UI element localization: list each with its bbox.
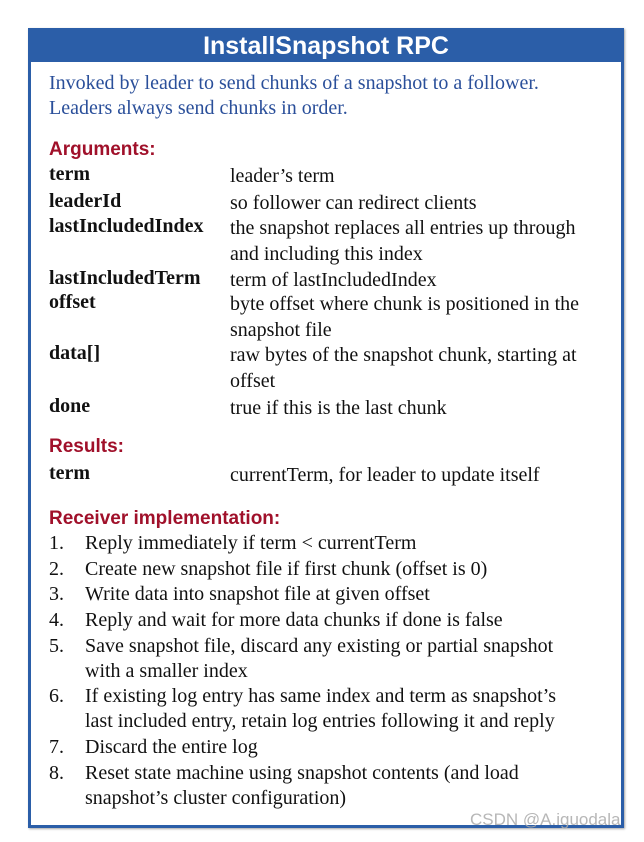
step-number: 5.	[49, 635, 64, 657]
desc-line: term of lastIncludedIndex	[230, 269, 437, 291]
step-line: Create new snapshot file if first chunk (offset is 0)	[85, 558, 488, 580]
step-line: Reply and wait for more data chunks if done is false	[85, 609, 503, 631]
argument-desc	[230, 267, 620, 293]
argument-name: leaderId	[49, 190, 122, 212]
argument-name: data[]	[49, 342, 101, 364]
desc-line: raw bytes of the snapshot chunk, starting at	[230, 344, 577, 366]
step-text	[85, 761, 615, 811]
argument-name: term	[49, 163, 91, 185]
desc-line: true if this is the last chunk	[230, 397, 447, 419]
step-line: snapshot’s cluster configuration)	[85, 787, 347, 809]
step-text	[85, 582, 615, 607]
argument-desc	[230, 163, 620, 189]
intro-line: Invoked by leader to send chunks of a snapshot to a follower.	[49, 72, 539, 94]
step-text	[85, 531, 615, 556]
desc-line: so follower can redirect clients	[230, 192, 477, 214]
argument-name: lastIncludedIndex	[49, 215, 204, 237]
step-text	[85, 608, 615, 633]
desc-line: byte offset where chunk is positioned in the	[230, 293, 580, 315]
step-line: with a smaller index	[85, 660, 248, 682]
card-title: InstallSnapshot RPC	[28, 28, 624, 62]
step-line: Discard the entire log	[85, 736, 258, 758]
desc-line: leader’s term	[230, 165, 335, 187]
step-number: 2.	[49, 558, 64, 580]
argument-desc	[230, 395, 620, 421]
result-desc	[230, 462, 620, 488]
step-number: 4.	[49, 609, 64, 631]
step-line: If existing log entry has same index and term as snapshot’s	[85, 685, 557, 707]
desc-line: the snapshot replaces all entries up through	[230, 217, 576, 239]
results-heading: Results:	[49, 436, 124, 457]
step-line: Save snapshot file, discard any existing or partial snapshot	[85, 635, 554, 657]
intro-line: Leaders always send chunks in order.	[49, 97, 348, 119]
receiver-heading: Receiver implementation:	[49, 508, 281, 529]
step-number: 7.	[49, 736, 64, 758]
step-line: Write data into snapshot file at given offset	[85, 583, 430, 605]
arguments-heading: Arguments:	[49, 139, 156, 160]
step-number: 3.	[49, 583, 64, 605]
desc-line: currentTerm, for leader to update itself	[230, 464, 540, 486]
desc-line: snapshot file	[230, 319, 332, 341]
desc-line: and including this index	[230, 243, 423, 265]
argument-desc	[230, 342, 620, 394]
step-line: Reset state machine using snapshot contents (and load	[85, 762, 519, 784]
argument-name: done	[49, 395, 91, 417]
step-number: 8.	[49, 762, 64, 784]
argument-name: lastIncludedTerm	[49, 267, 201, 289]
install-snapshot-rpc-card	[28, 28, 624, 828]
step-text	[85, 557, 615, 582]
argument-desc	[230, 190, 620, 216]
step-text	[85, 735, 615, 760]
argument-desc	[230, 215, 620, 267]
intro-text	[49, 71, 539, 121]
result-name: term	[49, 462, 91, 484]
step-number: 1.	[49, 532, 64, 554]
step-line: Reply immediately if term < currentTerm	[85, 532, 417, 554]
step-text	[85, 684, 615, 734]
step-number: 6.	[49, 685, 64, 707]
step-text	[85, 634, 615, 684]
argument-desc	[230, 291, 620, 343]
step-line: last included entry, retain log entries following it and reply	[85, 710, 555, 732]
argument-name: offset	[49, 291, 96, 313]
desc-line: offset	[230, 370, 276, 392]
watermark: CSDN @A.iguodala	[470, 810, 621, 829]
